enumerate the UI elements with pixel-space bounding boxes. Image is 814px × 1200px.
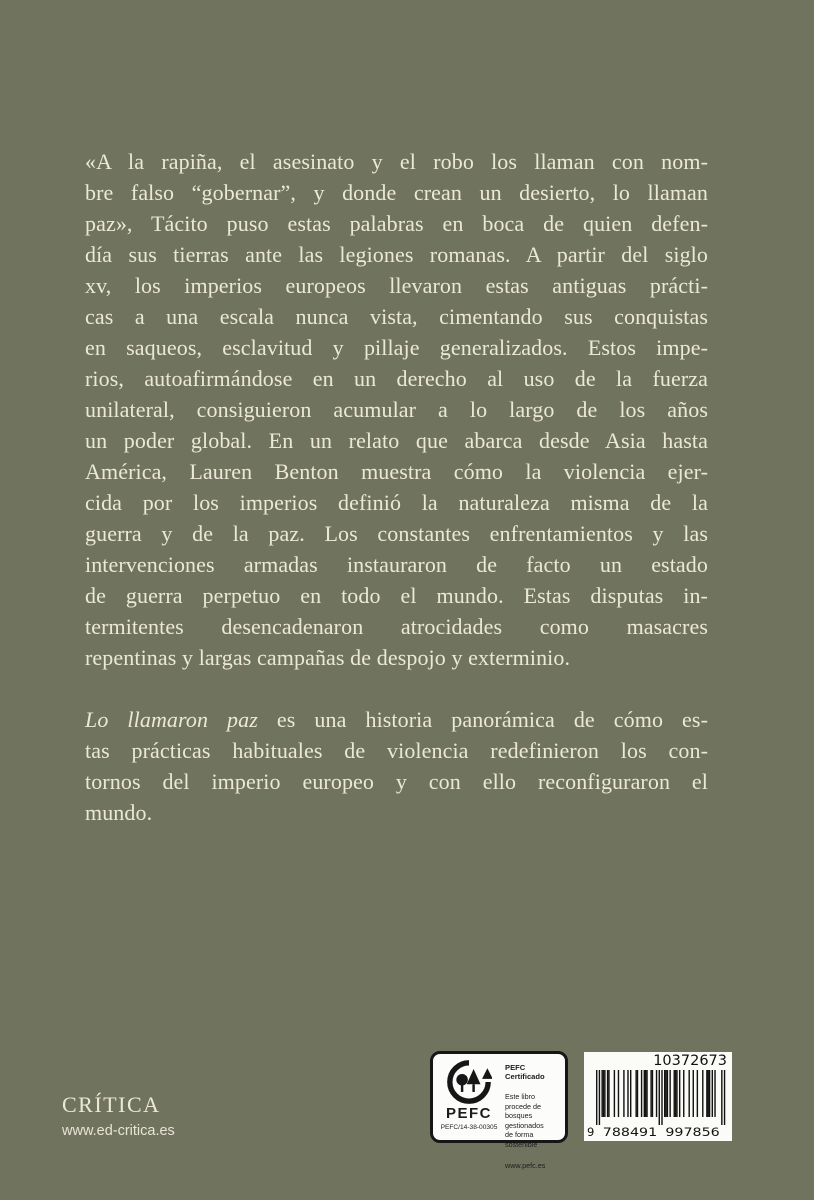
pefc-logo-column [438, 1059, 500, 1137]
svg-text:997856: 997856 [665, 1125, 720, 1139]
pefc-certification-label [430, 1051, 568, 1170]
pefc-trees-icon [446, 1059, 492, 1105]
pefc-description-line: Este libro procede de [505, 1092, 541, 1111]
pefc-wordmark: PEFC [445, 1105, 492, 1122]
text-line: día sus tierras ante las legiones romanas. A partir del siglo [85, 242, 708, 267]
pefc-description-line: de forma sostenible [505, 1130, 538, 1149]
synopsis [85, 146, 708, 828]
pefc-text-column [505, 1059, 561, 1170]
text-line: de guerra perpetuo en todo el mundo. Estas disputas in- [85, 583, 708, 608]
text-line: mundo. [85, 800, 153, 825]
text-line: en saqueos, esclavitud y pillaje generalizados. Estos impe- [85, 335, 708, 360]
text-line: paz», Tácito puso estas palabras en boca de quien defen- [85, 211, 708, 236]
text-line: Lo llamaron paz es una historia panorámica de cómo es- [85, 707, 708, 732]
synopsis-paragraph-2 [85, 704, 708, 828]
pefc-description-line: bosques gestionados [505, 1111, 544, 1130]
publisher-url: www.ed-critica.es [62, 1123, 175, 1139]
text-line: repentinas y largas campañas de despojo y exterminio. [85, 645, 571, 670]
publisher-logo: CRÍTICA [62, 1092, 161, 1117]
text-line: intervenciones armadas instauraron de facto un estado [85, 552, 708, 577]
text-line: tas prácticas habituales de violencia redefinieron los con- [85, 738, 708, 763]
text-line: América, Lauren Benton muestra cómo la violencia ejer- [85, 459, 708, 484]
svg-text:9: 9 [587, 1125, 595, 1139]
text-line: termitentes desencadenaron atrocidades como masacres [85, 614, 708, 639]
ean13-barcode [587, 1070, 729, 1139]
text-line: «A la rapiña, el asesinato y el robo los llaman con nom- [85, 149, 708, 174]
pefc-licence-code: PEFC/14-38-00305 [440, 1124, 498, 1131]
svg-text:788491: 788491 [602, 1125, 658, 1139]
publisher-block [62, 1092, 175, 1139]
barcode-block [584, 1052, 732, 1141]
pefc-url: www.pefc.es [505, 1161, 546, 1170]
text-line: bre falso “gobernar”, y donde crean un desierto, lo llaman [85, 180, 708, 205]
text-line: cida por los imperios definió la naturaleza misma de la [85, 490, 708, 515]
barcode-top-number: 10372673 [653, 1053, 727, 1069]
text-line: un poder global. En un relato que abarca desde Asia hasta [85, 428, 708, 453]
text-line: tornos del imperio europeo y con ello reconfiguraron el [85, 769, 708, 794]
synopsis-paragraph-1 [85, 146, 708, 673]
pefc-title: PEFC Certificado [505, 1063, 545, 1081]
text-line: guerra y de la paz. Los constantes enfrentamientos y las [85, 521, 708, 546]
text-line: unilateral, consiguieron acumular a lo largo de los años [85, 397, 708, 422]
text-line: xv, los imperios europeos llevaron estas antiguas prácti- [85, 273, 708, 298]
text-line: rios, autoafirmándose en un derecho al uso de la fuerza [85, 366, 708, 391]
pefc-description [505, 1092, 561, 1149]
text-line: cas a una escala nunca vista, cimentando sus conquistas [85, 304, 708, 329]
